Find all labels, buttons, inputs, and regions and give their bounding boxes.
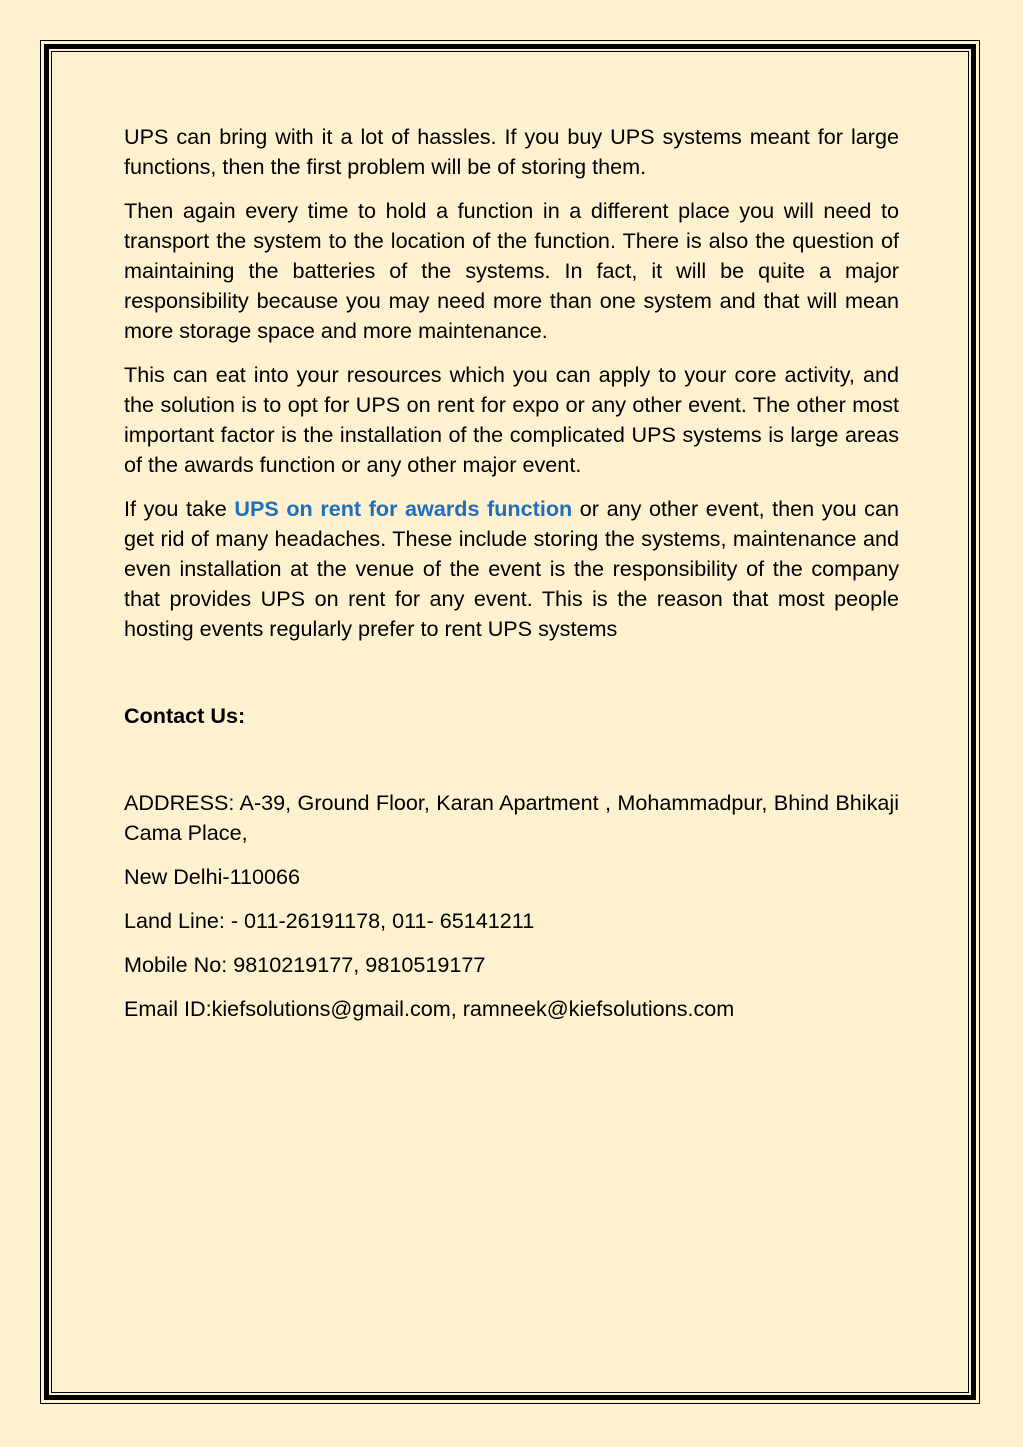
contact-city: New Delhi-110066 — [124, 864, 301, 889]
paragraph-2: Then again every time to hold a function in a different place you will need to transport the system to the location of the function. There is also the question of maintaining the batteries of the systems. In fact, it will be quite a major responsibility because you may need more than one system and that will mean more storage space and more maintenance. — [124, 198, 899, 343]
paragraph-3: This can eat into your resources which you can apply to your core activity, and the solution is to opt for UPS on rent for expo or any other event. The other most important factor is the installation of the complicated UPS systems is large areas of the awards function or any other major event. — [124, 362, 899, 477]
document-body — [124, 122, 899, 1038]
paragraph-4 — [124, 494, 899, 644]
paragraph-1: UPS can bring with it a lot of hassles. If you buy UPS systems meant for large functions, then the first problem will be of storing them. — [124, 124, 899, 179]
ups-awards-function-link[interactable]: UPS on rent for awards function — [234, 496, 573, 521]
contact-landline: Land Line: - 011-26191178, 011- 65141211 — [124, 908, 535, 933]
contact-email: Email ID:kiefsolutions@gmail.com, ramneek@kiefsolutions.com — [124, 996, 735, 1021]
contact-address: ADDRESS: A-39, Ground Floor, Karan Apartment , Mohammadpur, Bhind Bhikaji Cama Place, — [124, 790, 899, 845]
contact-heading: Contact Us: — [124, 703, 246, 728]
contact-mobile: Mobile No: 9810219177, 9810519177 — [124, 952, 486, 977]
paragraph-4-lead: If you take — [124, 496, 235, 521]
paragraph-4-rest: or any other event, then you can get rid of many headaches. These include storing the systems, maintenance and even installation at the venue of the event is the responsibility of the company that provides UPS on rent for any event. This is the reason that most people hosting events regularly prefer to rent UPS systems — [124, 496, 899, 641]
